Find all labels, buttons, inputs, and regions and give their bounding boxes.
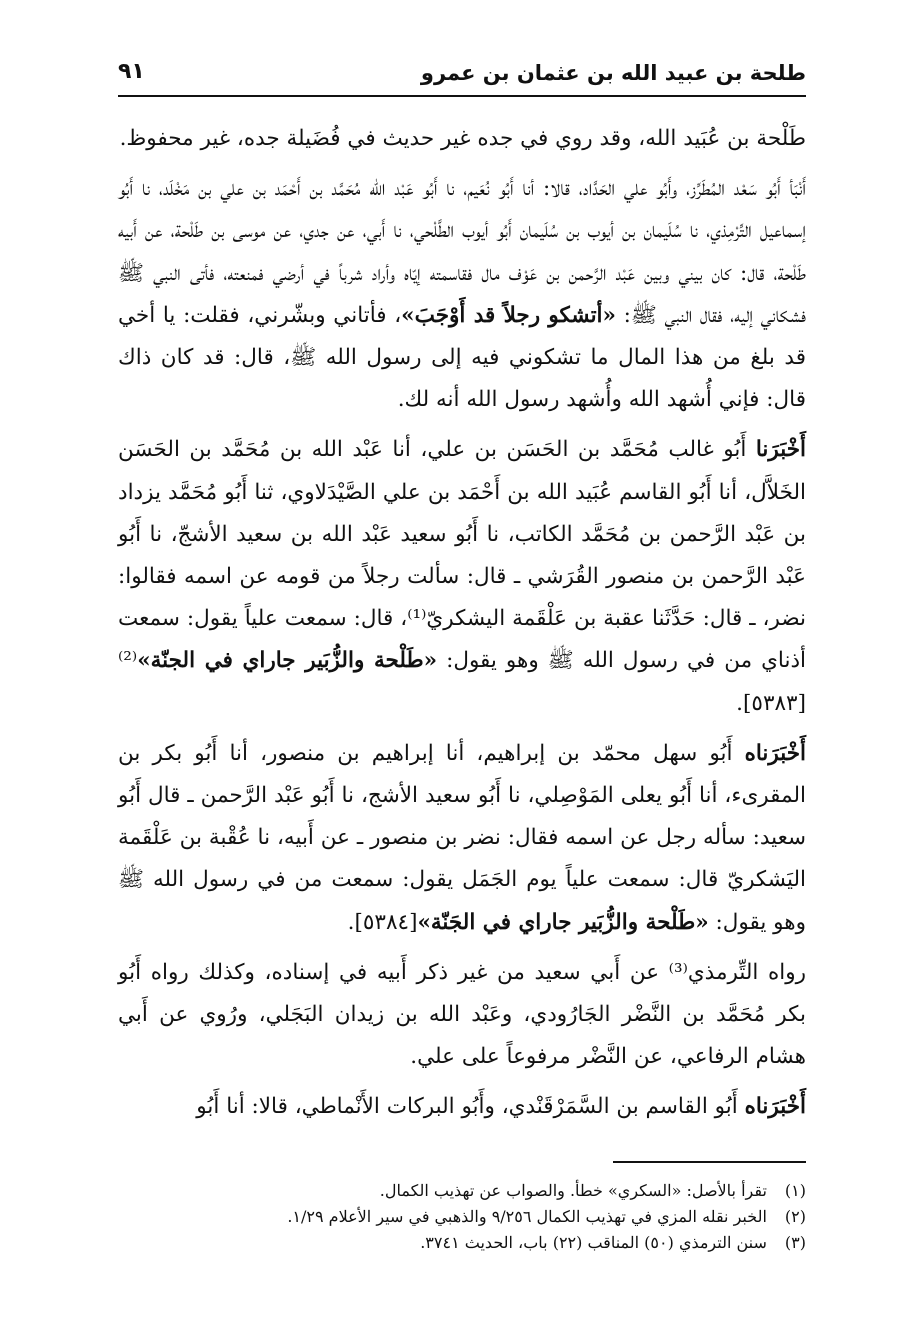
paragraph-2 xyxy=(118,168,806,421)
paragraph-text: رواه التِّرمذي⁽³⁾ عن أَبي سعيد من غير ذكر أَبيه في إسناده، وكذلك رواه أَبُو بكر مُحَمَّد بن النَّضْر الجَارُودي، وعَبْد الله بن زيدان البَجَلي، ورُوي عن أَبي هشام الرفاعي، عن النَّضْر مرفوعاً على علي. xyxy=(118,959,806,1070)
footnote-2 xyxy=(118,1204,806,1230)
footnote-divider xyxy=(613,1161,806,1163)
paragraph-6 xyxy=(118,1086,806,1128)
footnote-number: (٢) xyxy=(784,1207,806,1226)
page-body xyxy=(118,118,806,1129)
paragraph-lead-word: أَخْبَرَناه xyxy=(744,740,806,766)
paragraph-text: أَبُو سهل محمّد بن إبراهيم، أنا إبراهيم بن منصور، أنا أَبُو بكر بن المقرىء، أنا أَبُو يعلى المَوْصِلي، نا أَبُو سعيد الأشج، نا أَبُو عَبْد الرَّحمن ـ قال أَبُو سعيد: سأله رجل عن اسمه فقال: نضر بن منصور ـ عن أَبيه، نا عُقْبة بن عَلْقَمة اليَشكريّ قال: سمعت علياً يوم الجَمَل يقول: سمعت من في رسول الله ﷺ وهو يقول: xyxy=(118,740,807,935)
paragraph-text-continued: ، فأتاني وبشّرني، فقلت: يا أخي قد بلغ من هذا المال ما تشكوني فيه إلى رسول الله ﷺ، قال: قد كان ذاك قال: فإني أُشهد الله وأُشهد رسول الله أنه لك. xyxy=(118,302,806,413)
paragraph-lead-word: أَخْبَرَنا xyxy=(755,437,806,463)
page-number: ٩١ xyxy=(118,59,145,84)
footnote-text: سنن الترمذي (٥٠) المناقب (٢٢) باب، الحديث ٣٧٤١. xyxy=(420,1233,767,1252)
footnote-1 xyxy=(118,1178,806,1204)
footnote-number: (١) xyxy=(784,1181,806,1200)
footnote-text: تقرأ بالأصل: «السكري» خطأ. والصواب عن تهذيب الكمال. xyxy=(379,1181,767,1200)
hadith-quote: «طَلْحة والزُّبَير جاراي في الجنّة» xyxy=(137,648,438,674)
paragraph-text-continued: ⁽²⁾[٥٣٨٣]. xyxy=(118,648,806,716)
paragraph-5 xyxy=(118,952,806,1079)
footnote-text: الخبر نقله المزي في تهذيب الكمال ٩/٢٥٦ والذهبي في سير الأعلام ١/٢٩. xyxy=(287,1207,767,1226)
hadith-quote: «أتشكو رجلاً قد أَوْجَبَ» xyxy=(401,302,616,328)
hadith-quote: «طَلْحة والزُّبَير جاراي في الجَنّة» xyxy=(417,909,709,935)
running-title: طلحة بن عبيد الله بن عثمان بن عمرو xyxy=(420,61,806,85)
paragraph-text: أَنْبَأ أَبُو سَعْد المُطَرِّز، وأَبُو علي الحَدَّاد، قالا: أنا أَبُو نُعَيم، نا أَبُو عَبْد الله مُحَمَّد بن أَحْمَد بن علي بن مَخْلَد، نا أَبُو إسماعيل التِّرْمِذي، نا سُلَيمان بن أيوب بن سُلَيمان أَبُو أيوب الطَّلْحي، نا أَبي، عن جدي، عن موسى بن طَلْحة، عن أَبيه طَلْحة، قال: كان بيني وبين عَبْد الرَّحمن بن عَوْف مال فقاسمته إيّاه وأراد شرباً في أرضي فمنعته، فأتى النبي ﷺ فشكاني إليه، فقال النبي ﷺ: xyxy=(118,176,806,328)
paragraph-1 xyxy=(118,118,806,160)
page-header xyxy=(118,55,806,97)
paragraph-text: طَلْحة بن عُبَيد الله، وقد روي في جده غير حديث في فُضَيلة جده، غير محفوظ. xyxy=(119,126,806,151)
footnotes xyxy=(118,1178,806,1256)
paragraph-text-continued: [٥٣٨٤]. xyxy=(347,909,418,935)
paragraph-4 xyxy=(118,733,806,944)
paragraph-lead-word: أَخْبَرَناه xyxy=(744,1094,806,1120)
paragraph-3 xyxy=(118,429,806,724)
paragraph-text: أَبُو القاسم بن السَّمَرْقَنْدي، وأَبُو البركات الأَنْماطي، قالا: أنا أَبُو xyxy=(196,1094,738,1120)
paragraph-text: أَبُو غالب مُحَمَّد بن الحَسَن بن علي، أنا عَبْد الله بن مُحَمَّد بن الحَسَن الخَلاَّل، أنا أَبُو القاسم عُبَيد الله بن أَحْمَد بن علي الصَّيْدَلاوي، ثنا أَبُو مُحَمَّد يزداد بن عَبْد الرَّحمن بن مُحَمَّد الكاتب، نا أَبُو سعيد عَبْد الله بن سعيد الأشجّ، نا أَبُو عَبْد الرَّحمن بن منصور القُرَشي ـ قال: سألت رجلاً من قومه عن اسمه فقالوا: نضر، ـ قال: حَدَّثَنا عقبة بن عَلْقَمة اليشكريّ⁽¹⁾، قال: سمعت علياً يقول: سمعت أذناي من في رسول الله ﷺ وهو يقول: xyxy=(118,437,807,674)
footnote-3 xyxy=(118,1230,806,1256)
footnote-number: (٣) xyxy=(784,1233,806,1252)
